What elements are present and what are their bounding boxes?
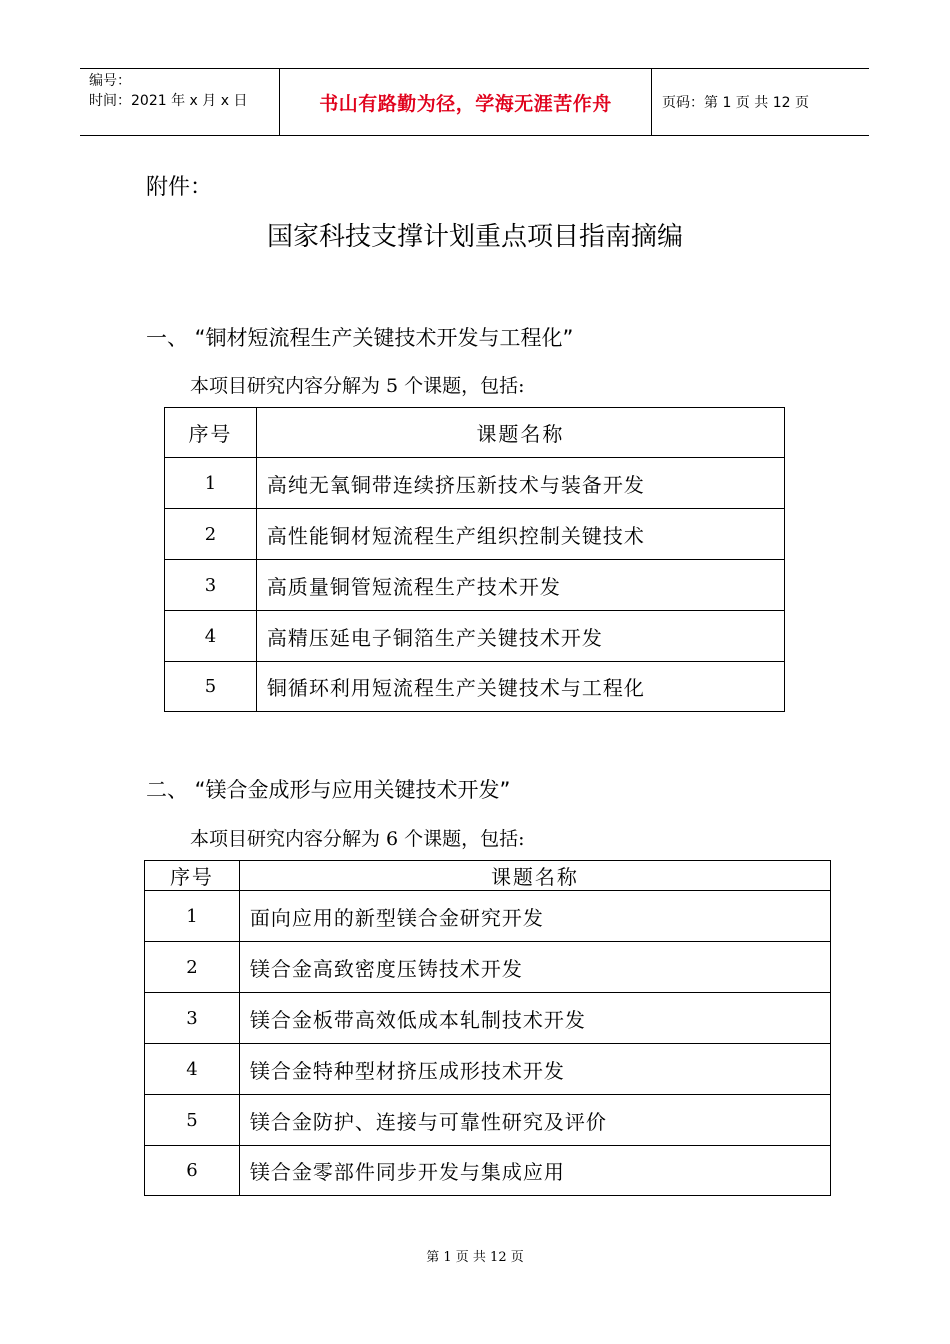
section-1-table bbox=[164, 407, 785, 712]
topic-name: 高精压延电子铜箔生产关键技术开发 bbox=[256, 611, 784, 662]
row-number: 1 bbox=[145, 891, 240, 942]
row-number: 4 bbox=[145, 1044, 240, 1095]
section-1-title: 一、 “铜材短流程生产关键技术开发与工程化” bbox=[146, 326, 574, 350]
row-number: 3 bbox=[145, 993, 240, 1044]
topic-name: 镁合金零部件同步开发与集成应用 bbox=[239, 1146, 830, 1196]
column-header-topic: 课题名称 bbox=[256, 408, 784, 458]
table-row bbox=[165, 509, 785, 560]
serial-number-label: 编号： bbox=[89, 73, 131, 89]
topic-name: 高质量铜管短流程生产技术开发 bbox=[256, 560, 784, 611]
topic-name: 镁合金特种型材挤压成形技术开发 bbox=[239, 1044, 830, 1095]
table-row bbox=[145, 1146, 831, 1196]
section-2-table bbox=[144, 860, 831, 1196]
topic-name: 高纯无氧铜带连续挤压新技术与装备开发 bbox=[256, 458, 784, 509]
table-row bbox=[145, 1095, 831, 1146]
column-header-number: 序号 bbox=[145, 861, 240, 891]
topic-name: 高性能铜材短流程生产组织控制关键技术 bbox=[256, 509, 784, 560]
row-number: 5 bbox=[165, 662, 257, 712]
header-motto: 书山有路勤为径，学海无涯苦作舟 bbox=[319, 92, 612, 115]
header-motto-cell bbox=[280, 69, 652, 135]
page-footer: 第 1 页 共 12 页 bbox=[426, 1250, 524, 1265]
section-1-intro: 本项目研究内容分解为 5 个课题，包括: bbox=[190, 375, 525, 397]
topic-name: 镁合金高致密度压铸技术开发 bbox=[239, 942, 830, 993]
row-number: 3 bbox=[165, 560, 257, 611]
table-row bbox=[145, 942, 831, 993]
date-label: 时间：2021 年 x 月 x 日 bbox=[89, 93, 248, 109]
topic-name: 镁合金板带高效低成本轧制技术开发 bbox=[239, 993, 830, 1044]
table-row bbox=[165, 458, 785, 509]
row-number: 6 bbox=[145, 1146, 240, 1196]
section-2-intro: 本项目研究内容分解为 6 个课题，包括: bbox=[190, 828, 525, 850]
table-row bbox=[145, 1044, 831, 1095]
section-2-title: 二、 “镁合金成形与应用关键技术开发” bbox=[146, 778, 511, 802]
topic-name: 铜循环利用短流程生产关键技术与工程化 bbox=[256, 662, 784, 712]
header-meta bbox=[80, 69, 280, 135]
document-title: 国家科技支撑计划重点项目指南摘编 bbox=[266, 222, 683, 252]
page-header bbox=[80, 68, 869, 136]
row-number: 1 bbox=[165, 458, 257, 509]
topic-name: 面向应用的新型镁合金研究开发 bbox=[239, 891, 830, 942]
row-number: 2 bbox=[145, 942, 240, 993]
table-row bbox=[165, 560, 785, 611]
row-number: 4 bbox=[165, 611, 257, 662]
table-row bbox=[165, 662, 785, 712]
table-row bbox=[145, 891, 831, 942]
topic-name: 镁合金防护、连接与可靠性研究及评价 bbox=[239, 1095, 830, 1146]
row-number: 2 bbox=[165, 509, 257, 560]
table-header-row bbox=[145, 861, 831, 891]
attachment-label: 附件： bbox=[146, 175, 213, 200]
row-number: 5 bbox=[145, 1095, 240, 1146]
table-row bbox=[145, 993, 831, 1044]
column-header-number: 序号 bbox=[165, 408, 257, 458]
column-header-topic: 课题名称 bbox=[239, 861, 830, 891]
table-row bbox=[165, 611, 785, 662]
header-page-info: 页码：第 1 页 共 12 页 bbox=[662, 95, 809, 111]
table-header-row bbox=[165, 408, 785, 458]
